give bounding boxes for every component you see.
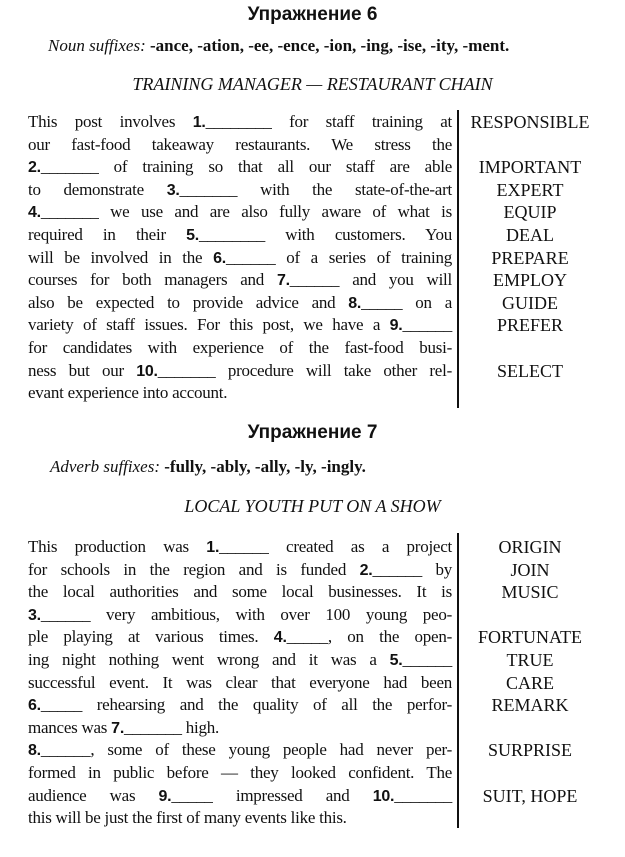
gap-number: 7. (276, 272, 290, 290)
text-line (28, 717, 625, 740)
text-segment: to demonstrate (28, 179, 167, 199)
column-divider (457, 533, 459, 828)
text-segment: ______, some of these young people had never per- (40, 740, 452, 760)
text-line (28, 672, 625, 695)
suffix-list: -ance, -ation, -ee, -ence, -ion, -ing, -ise, -ity, -ment. (150, 36, 510, 55)
line-text (28, 269, 452, 293)
text-segment: also be expected to provide advice and (28, 292, 349, 312)
text-line (28, 604, 625, 627)
gap-number: 6. (28, 697, 41, 715)
line-text (28, 292, 452, 316)
text-segment: the local authorities and some local businesses. It is (28, 582, 452, 602)
text-segment: variety of staff issues. For this post, we have a (28, 315, 390, 335)
gap-number: 1. (192, 114, 206, 131)
exercise-7-title: LOCAL YOUTH PUT ON A SHOW (184, 496, 441, 516)
text-line (28, 111, 625, 134)
text-line (28, 292, 625, 315)
gap-number: 9. (158, 787, 172, 805)
line-text (28, 626, 452, 650)
gap-number: 1. (206, 539, 220, 556)
text-segment: _______ we use and are also fully aware of what is (40, 202, 452, 222)
line-text (28, 224, 452, 248)
text-line (28, 337, 625, 360)
line-text (28, 559, 452, 583)
text-segment: ______ by (372, 559, 453, 579)
text-segment: _______ procedure will take other rel- (157, 360, 452, 380)
word-prompt: IMPORTANT (478, 157, 582, 178)
line-text (28, 201, 452, 225)
line-text (28, 382, 452, 405)
text-segment: mances was (28, 717, 112, 737)
text-line (28, 649, 625, 672)
word-prompt: ORIGIN (498, 537, 562, 557)
text-line (28, 536, 625, 559)
line-text (28, 694, 452, 718)
text-line (28, 807, 625, 830)
line-text (28, 247, 452, 271)
word-prompt: MUSIC (501, 582, 559, 603)
word-prompt: EMPLOY (492, 270, 567, 291)
suffix-list: -fully, -ably, -ally, -ly, -ingly. (164, 457, 366, 476)
text-segment: will be involved in the (28, 247, 214, 267)
gap-number: 10. (372, 787, 395, 805)
text-line (28, 626, 625, 649)
text-segment: ______ created as a project (219, 537, 452, 556)
word-prompt: CARE (505, 672, 554, 693)
text-line (28, 247, 625, 270)
line-text (28, 672, 452, 695)
text-line (28, 739, 625, 762)
text-segment: ing night nothing went wrong and it was a (28, 649, 390, 669)
text-segment: ______ very ambitious, with over 100 young peo- (40, 604, 452, 624)
text-segment: ________ for staff training at (205, 112, 452, 131)
word-prompt: REMARK (491, 695, 569, 716)
word-prompt: TRUE (506, 649, 554, 670)
word-prompt: GUIDE (502, 292, 558, 313)
suffix-label: Noun suffixes: (48, 36, 146, 55)
text-segment: ______ (402, 649, 452, 669)
column-divider (457, 110, 459, 408)
gap-number: 4. (273, 629, 287, 647)
text-segment: formed in public before — they looked confident. The (28, 762, 452, 782)
word-prompt: EXPERT (496, 179, 564, 200)
text-segment: _______ high. (124, 717, 219, 737)
text-segment: _____ on a (361, 292, 452, 312)
text-segment: This post involves (28, 112, 193, 131)
text-segment: ness but our (28, 360, 137, 380)
text-line (28, 179, 625, 202)
text-segment: ple playing at various times. (28, 627, 274, 647)
line-text (28, 739, 452, 763)
line-text (28, 134, 452, 157)
text-segment: audience was (28, 785, 159, 805)
gap-number: 4. (28, 204, 41, 222)
line-text (28, 649, 452, 673)
exercise-6-heading: Упражнение 6 (247, 4, 378, 25)
text-line (28, 559, 625, 582)
word-prompt: RESPONSIBLE (470, 112, 590, 132)
text-line (28, 156, 625, 179)
text-segment: _______ of training so that all our staff are able (40, 157, 452, 177)
word-prompt: FORTUNATE (478, 627, 582, 648)
line-text (28, 536, 452, 560)
text-segment: _____ impressed and (171, 785, 373, 805)
line-text (28, 156, 452, 180)
line-text (28, 807, 452, 830)
text-line (28, 224, 625, 247)
line-text (28, 785, 452, 809)
text-line (28, 360, 625, 383)
text-segment: _____, on the open- (286, 627, 452, 647)
gap-number: 8. (348, 294, 362, 312)
exercise-7-instructions (50, 457, 366, 477)
word-prompt: PREFER (496, 315, 564, 336)
line-text (28, 111, 452, 135)
text-segment: This production was (28, 537, 207, 556)
text-segment: successful event. It was clear that everyone had been (28, 672, 452, 692)
word-prompt: JOIN (510, 559, 550, 580)
exercise-6-instructions (48, 36, 509, 56)
text-segment: ________ with customers. You (199, 224, 452, 244)
text-line (28, 382, 625, 405)
gap-number: 7. (111, 719, 125, 737)
gap-number: 2. (28, 159, 41, 177)
gap-number: 3. (28, 606, 41, 624)
text-segment: _____ rehearsing and the quality of all the perfor- (40, 695, 452, 715)
text-segment: _______ (394, 785, 452, 805)
gap-number: 2. (359, 561, 373, 579)
gap-number: 10. (136, 362, 158, 380)
gap-number: 3. (166, 181, 180, 199)
line-text (28, 360, 452, 384)
text-segment: ______ and you will (289, 270, 452, 290)
word-prompt: DEAL (506, 224, 554, 245)
word-prompt: SURPRISE (487, 740, 573, 761)
text-segment: this will be just the first of many events like this. (28, 808, 347, 828)
text-segment: courses for both managers and (28, 270, 277, 290)
text-segment: our fast-food takeaway restaurants. We stress the (28, 134, 452, 154)
word-prompt: SELECT (497, 360, 563, 381)
text-line (28, 694, 625, 717)
text-line (28, 785, 625, 808)
exercise-6-title: TRAINING MANAGER — RESTAURANT CHAIN (132, 74, 493, 94)
exercise-7-text-block (28, 536, 625, 830)
text-segment: ______ (402, 315, 452, 335)
gap-number: 9. (389, 317, 403, 335)
text-segment: required in their (28, 224, 187, 244)
line-text (28, 314, 452, 338)
gap-number: 5. (186, 226, 199, 244)
text-segment: ______ of a series of training (225, 247, 452, 267)
text-line (28, 134, 625, 157)
text-segment: for candidates with experience of the fast-food busi- (28, 337, 452, 357)
word-prompt: EQUIP (503, 202, 557, 223)
text-line (28, 314, 625, 337)
suffix-label: Adverb suffixes: (50, 457, 160, 476)
line-text (28, 604, 452, 628)
text-line (28, 762, 625, 785)
text-segment: _______ with the state-of-the-art (179, 179, 452, 199)
text-segment: evant experience into account. (28, 383, 228, 403)
text-line (28, 269, 625, 292)
gap-number: 8. (28, 742, 41, 760)
gap-number: 6. (213, 249, 226, 267)
word-prompt: PREPARE (491, 247, 569, 268)
line-text (28, 179, 452, 203)
line-text (28, 337, 452, 360)
line-text (28, 717, 452, 741)
line-text (28, 581, 452, 604)
gap-number: 5. (389, 651, 403, 669)
exercise-7-heading: Упражнение 7 (247, 422, 378, 443)
text-line (28, 581, 625, 604)
word-prompt: SUIT, HOPE (482, 785, 578, 806)
line-text (28, 762, 452, 785)
text-segment: for schools in the region and is funded (28, 559, 360, 579)
text-line (28, 201, 625, 224)
exercise-6-text-block (28, 111, 625, 405)
